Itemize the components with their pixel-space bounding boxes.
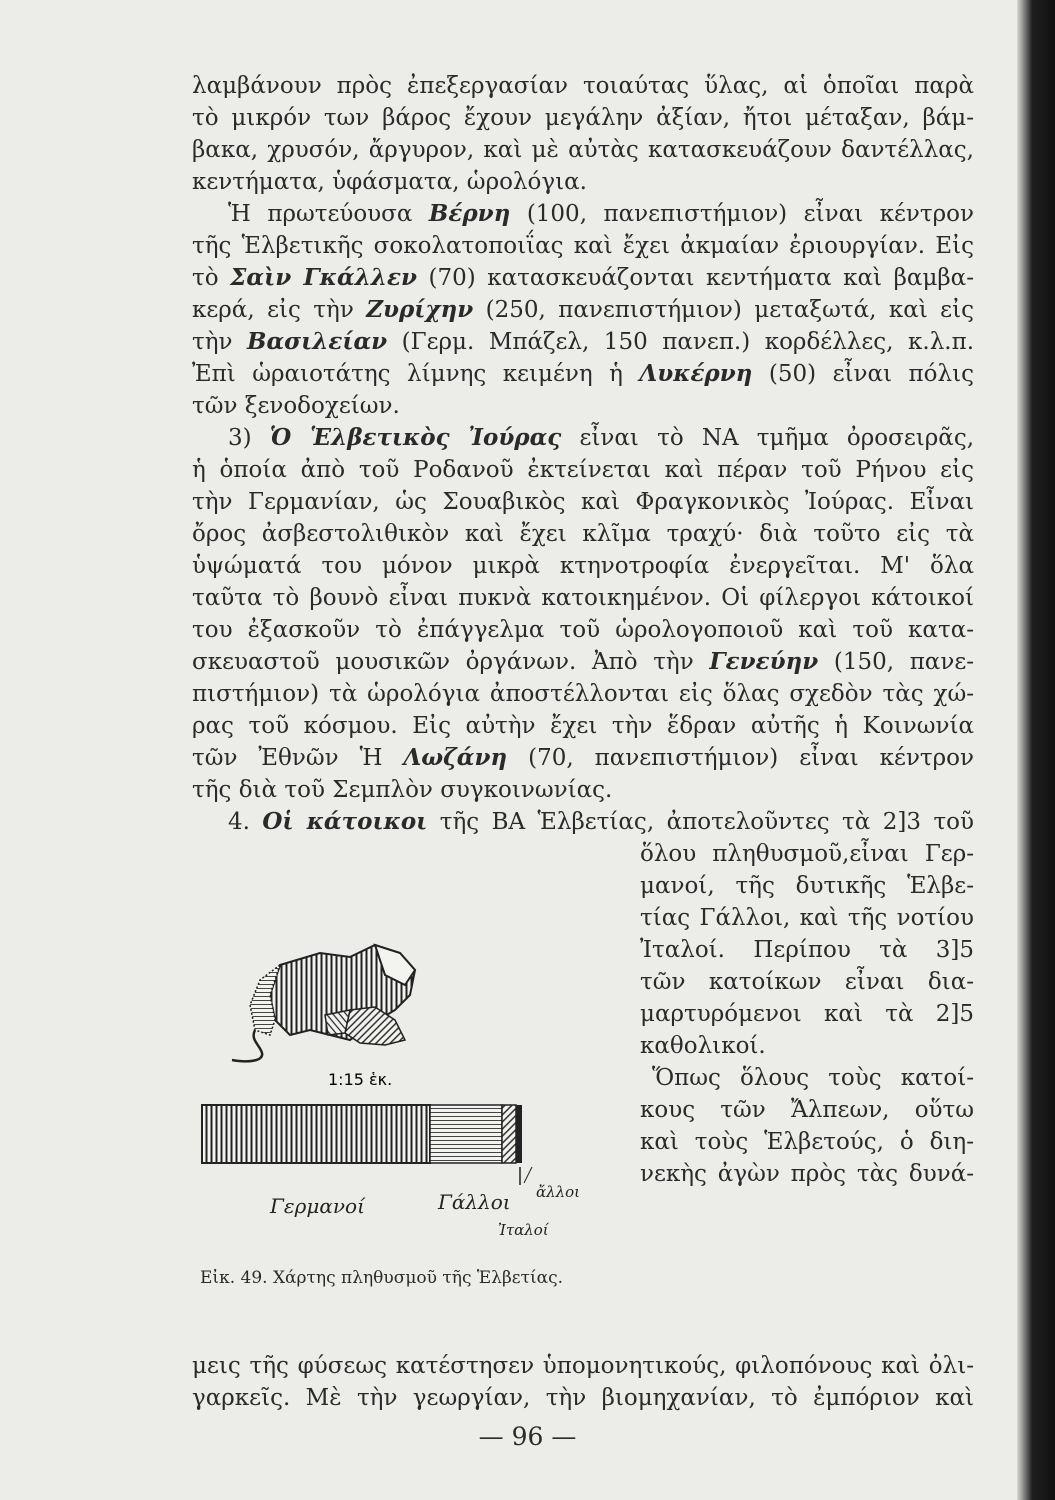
bar-segment-french — [430, 1105, 502, 1163]
text-line — [192, 70, 974, 102]
text-line — [192, 582, 974, 614]
emphasis-text: Λυκέρνη — [639, 360, 753, 387]
text-span: τῆς ΒΑ Ἑλβετίας, ἀποτελοῦντες τὰ 2]3 τοῦ — [427, 809, 974, 835]
text-span: (50) εἶναι πόλις — [752, 361, 974, 387]
text-line — [192, 454, 974, 486]
text-line — [192, 550, 974, 582]
emphasis-text: Οἱ κάτοικοι — [262, 808, 428, 835]
text-line — [192, 294, 974, 326]
book-spine-shadow — [1017, 0, 1055, 1500]
text-line — [192, 358, 974, 390]
emphasis-text: Βασιλείαν — [247, 328, 388, 355]
text-line — [228, 422, 974, 454]
text-span: τῆς Ἑλβετικῆς σοκολατοποιΐας καὶ ἔχει ἀκμαίαν ἐριουργίαν. Εἰς — [192, 233, 974, 259]
text-span: λαμβάνουν πρὸς ἐπεξεργασίαν τοιαύτας ὕλας, αἱ ὁποῖαι παρὰ — [192, 73, 974, 99]
text-span: βακα, χρυσόν, ἄργυρον, καὶ μὲ αὐτὰς κατασκευάζουν δαντέλλας, — [192, 137, 974, 163]
side-text-line: κους τῶν Ἄλπεων, οὕτω — [640, 1097, 974, 1123]
side-text-line: τῶν κατοίκων εἶναι δια- — [640, 969, 974, 995]
text-span: (70, πανεπιστήμιον) εἶναι κέντρον — [507, 745, 975, 771]
page-number: — 96 — — [478, 1422, 577, 1451]
text-line — [192, 646, 974, 678]
emphasis-text: Ὁ Ἑλβετικὸς Ἰούρας — [269, 424, 562, 451]
text-span: κερά, εἰς τὴν — [192, 297, 367, 323]
text-line — [228, 806, 974, 838]
text-span: τῶν Ἐθνῶν Ἡ — [192, 745, 404, 771]
text-span: τῶν ξενοδοχείων. — [192, 393, 400, 419]
side-text-line: ὅλου πληθυσμοῦ,εἶναι Γερ- — [640, 841, 974, 867]
text-line — [192, 518, 974, 550]
text-line — [192, 742, 974, 774]
bar-segment-others — [516, 1105, 522, 1163]
emphasis-text: Λωζάνη — [403, 744, 508, 771]
text-span: (100, πανεπιστήμιον) εἶναι κέντρον — [510, 201, 974, 227]
text-span: τὴν Γερμανίαν, ὡς Σουαβικὸς καὶ Φραγκονικὸς Ἰούρας. Εἶναι — [192, 489, 974, 515]
text-span: σκευαστοῦ μουσικῶν ὀργάνων. Ἀπὸ τὴν — [192, 649, 710, 675]
text-line — [192, 102, 974, 134]
text-span: 4. — [228, 809, 263, 835]
text-span: κεντήματα, ὑφάσματα, ὡρολόγια. — [192, 169, 587, 195]
side-text-line: Ἰταλοί. Περίπου τὰ 3]5 — [640, 937, 974, 963]
text-span: ὑψώματά του μόνον μικρὰ κτηνοτροφία ἐνεργεῖται. Μ' ὅλα — [192, 553, 974, 579]
population-figure — [200, 935, 630, 1295]
label-germans: Γερμανοί — [270, 1194, 365, 1218]
text-span: τὸ — [192, 265, 231, 291]
text-line — [192, 326, 974, 358]
text-span: (Γερμ. Μπάζελ, 150 πανεπ.) κορδέλλες, κ.λ.π. — [387, 329, 975, 355]
text-line — [192, 710, 974, 742]
text-span: ρας τοῦ κόσμου. Εἰς αὐτὴν ἔχει τὴν ἕδραν αὐτῆς ἡ Κοινωνία — [192, 713, 974, 739]
emphasis-text: Γενεύην — [709, 648, 819, 675]
side-text-line: νεκὴς ἀγὼν πρὸς τὰς δυνά- — [640, 1161, 974, 1187]
text-span: ἡ ὁποία ἀπὸ τοῦ Ροδανοῦ ἐκτείνεται καὶ πέραν τοῦ Ρήνου εἰς — [192, 457, 974, 483]
text-span: (150, πανε- — [818, 649, 975, 675]
text-span: 3) — [228, 425, 270, 451]
side-text-line: μανοί, τῆς δυτικῆς Ἑλβε- — [640, 873, 974, 899]
label-others: ἄλλοι — [536, 1183, 581, 1201]
text-span: Ἐπὶ ὡραιοτάτης λίμνης κειμένη ἡ — [192, 361, 640, 387]
text-line — [192, 774, 974, 806]
label-italians: Ἰταλοί — [498, 1221, 549, 1239]
text-line — [192, 230, 974, 262]
figure-caption: Εἰκ. 49. Χάρτης πληθυσμοῦ τῆς Ἑλβετίας. — [200, 1268, 564, 1288]
text-line — [192, 134, 974, 166]
text-span: (70) κατασκευάζονται κεντήματα καὶ βαμβα- — [416, 265, 974, 291]
text-span: τῆς διὰ τοῦ Σεμπλὸν συγκοινωνίας. — [192, 777, 613, 803]
text-line — [192, 166, 974, 198]
text-line — [192, 678, 974, 710]
text-span: ὄρος ἀσβεστολιθικὸν καὶ ἔχει κλῖμα τραχύ· διὰ τοῦτο εἰς τὰ — [192, 521, 974, 547]
emphasis-text: Σαὶν Γκάλλεν — [230, 264, 417, 291]
text-line — [192, 390, 974, 422]
text-line — [192, 614, 974, 646]
text-line — [192, 262, 974, 294]
label-french: Γάλλοι — [438, 1190, 511, 1214]
side-text-line: καὶ τοὺς Ἑλβετούς, ὁ διη- — [640, 1129, 974, 1155]
emphasis-text: Ζυρίχην — [366, 296, 474, 323]
bar-segment-italians — [502, 1105, 516, 1163]
text-span: τὸ μικρόν των βάρος ἔχουν μεγάλην ἀξίαν, ἤτοι μέταξαν, βάμ- — [192, 105, 974, 131]
bottom-text-line: μεις τῆς φύσεως κατέστησεν ὑπομονητικούς, φιλοπόνους καὶ ὀλι- — [192, 1353, 974, 1379]
text-line — [228, 198, 974, 230]
text-line — [192, 486, 974, 518]
map-scale: 1:15 ἑκ. — [328, 1070, 393, 1089]
switzerland-map — [232, 945, 415, 1089]
side-text-line: μαρτυρόμενοι καὶ τὰ 2]5 — [640, 1001, 974, 1027]
text-span: εἶναι τὸ ΝΑ τμῆμα ὀροσειρᾶς, — [561, 425, 975, 451]
text-span: πιστήμιον) τὰ ὡρολόγια ἀποστέλλονται εἰς ὅλας σχεδὸν τὰς χώ- — [192, 681, 974, 707]
bar-segment-germans — [202, 1105, 430, 1163]
text-span: ταῦτα τὸ βουνὸ εἶναι πυκνὰ κατοικημένον. Οἱ φίλεργοι κάτοικοί — [192, 585, 974, 611]
side-text-line: καθολικοί. — [640, 1033, 766, 1059]
text-span: του ἐξασκοῦν τὸ ἐπάγγελμα τοῦ ὡρολογοποιοῦ καὶ τοῦ κατα- — [192, 617, 974, 643]
side-text-line: Ὅπως ὅλους τοὺς κατοί- — [652, 1065, 974, 1091]
text-span: τὴν — [192, 329, 248, 355]
side-text-line: τίας Γάλλοι, καὶ τῆς νοτίου — [640, 905, 974, 931]
text-span: Ἡ πρωτεύουσα — [228, 201, 429, 227]
text-span: (250, πανεπιστήμιον) μεταξωτά, καὶ εἰς — [473, 297, 974, 323]
emphasis-text: Βέρνη — [428, 200, 511, 227]
population-bar — [202, 1105, 532, 1185]
bottom-text-line: γαρκεῖς. Μὲ τὴν γεωργίαν, τὴν βιομηχανίαν, τὸ ἐμπόριον καὶ — [192, 1385, 974, 1411]
